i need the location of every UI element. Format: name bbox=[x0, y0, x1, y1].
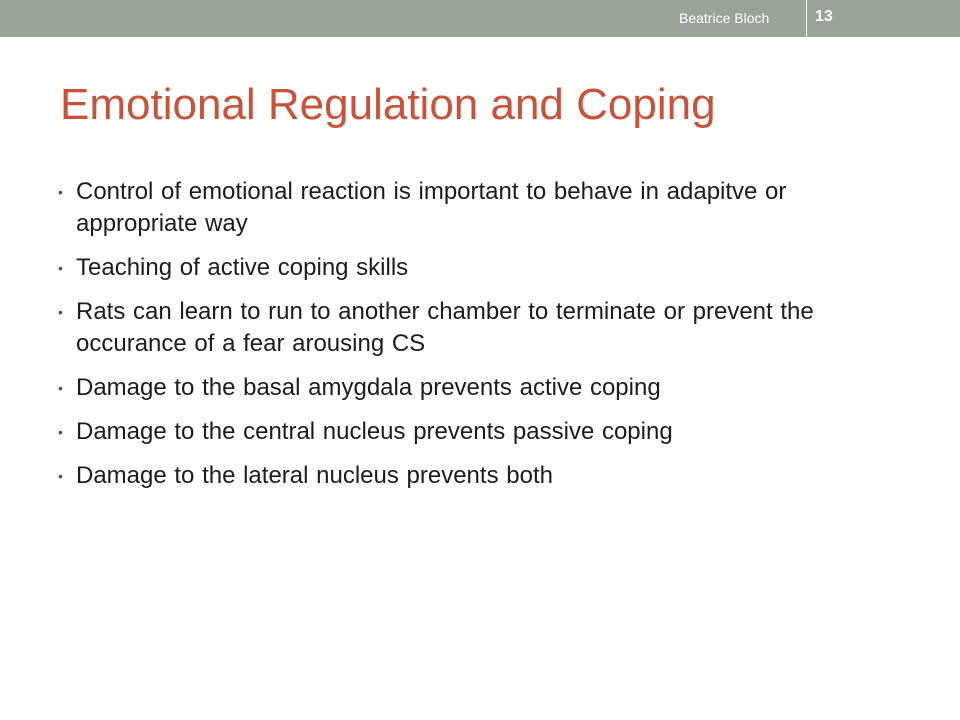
footer-divider bbox=[806, 0, 807, 37]
slide-title: Emotional Regulation and Coping bbox=[60, 80, 716, 129]
bullet-list bbox=[58, 176, 878, 504]
bullet-text: Teaching of active coping skills bbox=[76, 254, 409, 281]
bullet-item bbox=[58, 460, 878, 492]
bullet-text: Damage to the central nucleus prevents passive coping bbox=[76, 418, 673, 445]
bullet-text: Control of emotional reaction is important to behave in adapitve or appropriate way bbox=[76, 178, 787, 237]
header-bar bbox=[0, 0, 960, 37]
bullet-item bbox=[58, 176, 878, 240]
footer-author: Beatrice Bloch bbox=[679, 10, 770, 26]
bullet-icon: • bbox=[58, 424, 63, 440]
bullet-icon: • bbox=[58, 260, 63, 276]
bullet-text: Damage to the basal amygdala prevents active coping bbox=[76, 374, 661, 401]
bullet-icon: • bbox=[58, 468, 63, 484]
bullet-text: Rats can learn to run to another chamber to terminate or prevent the occurance of a fear arousing CS bbox=[76, 298, 814, 357]
bullet-icon: • bbox=[58, 184, 63, 200]
bullet-icon: • bbox=[58, 380, 63, 396]
bullet-text: Damage to the lateral nucleus prevents both bbox=[76, 462, 553, 489]
bullet-item bbox=[58, 252, 878, 284]
slide-number: 13 bbox=[815, 8, 833, 25]
bullet-item bbox=[58, 296, 878, 360]
bullet-icon: • bbox=[58, 304, 63, 320]
bullet-item bbox=[58, 416, 878, 448]
bullet-item bbox=[58, 372, 878, 404]
